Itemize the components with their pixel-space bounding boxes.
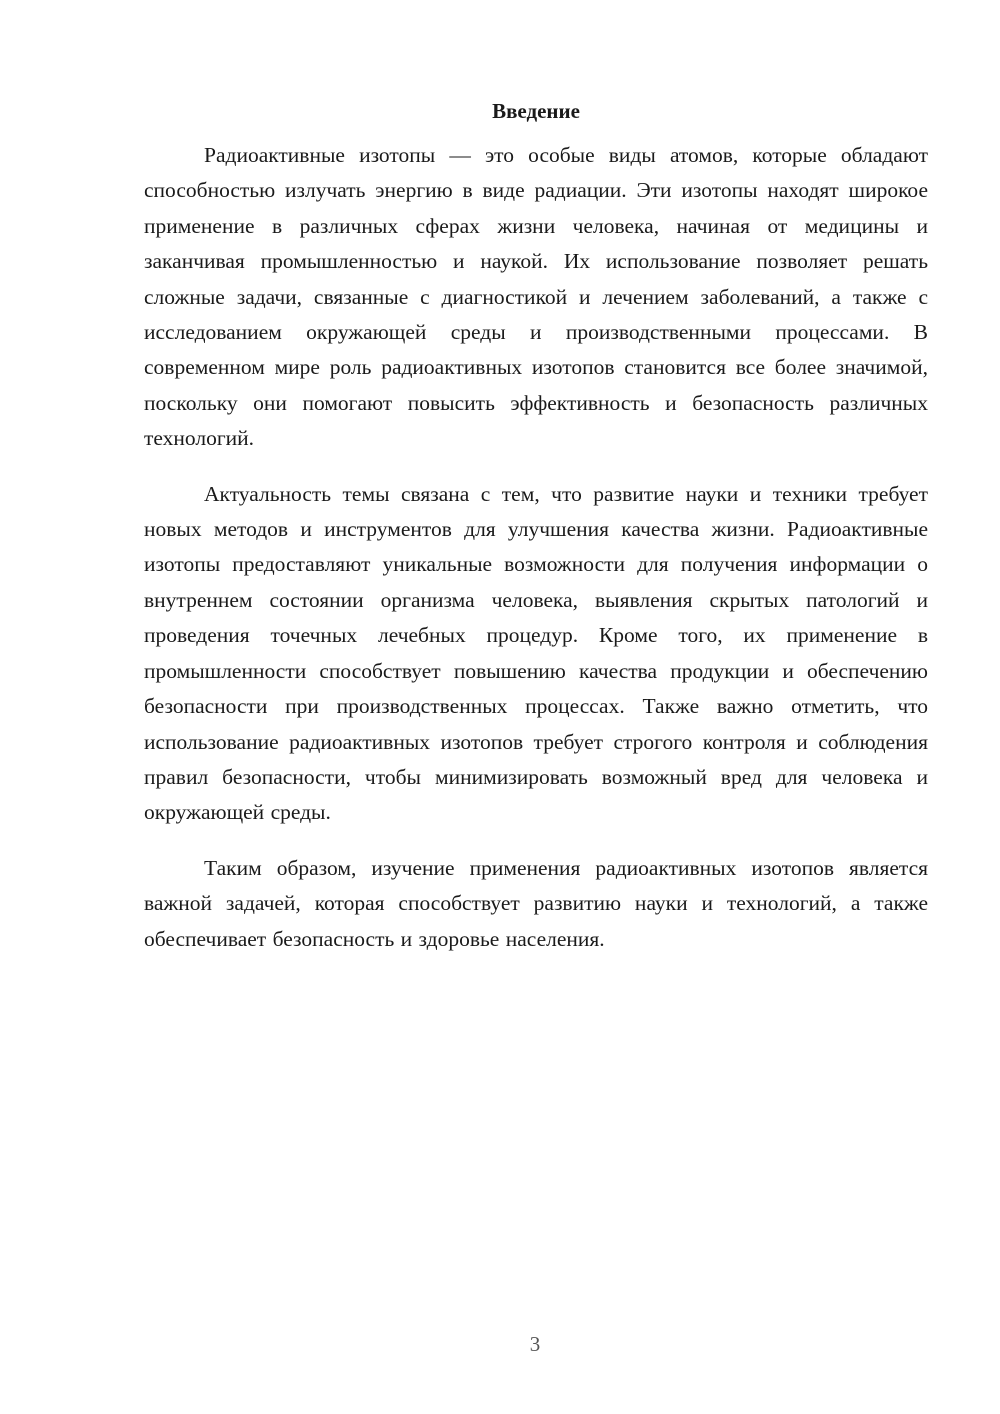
- page-content: [144, 96, 928, 977]
- paragraph-intro: Радиоактивные изотопы — это особые виды атомов, которые обладают способностью излучать энергию в виде радиации. Эти изотопы находят широкое применение в различных сферах жизни человека, начиная от медицины и заканчивая промышленностью и наукой. Их использование позволяет решать сложные задачи, связанные с диагностикой и лечением заболеваний, а также с исследованием окружающей среды и производственными процессами. В современном мире роль радиоактивных изотопов становится все более значимой, поскольку они помогают повысить эффективность и безопасность различных технологий.: [144, 143, 928, 451]
- paragraph-relevance: Актуальность темы связана с тем, что развитие науки и техники требует новых методов и инструментов для улучшения качества жизни. Радиоактивные изотопы предоставляют уникальные возможности для получения информации о внутреннем состоянии организма человека, выявления скрытых патологий и проведения точечных лечебных процедур. Кроме того, их применение в промышленности способствует повышению качества продукции и обеспечению безопасности при производственных процессах. Также важно отметить, что использование радиоактивных изотопов требует строгого контроля и соблюдения правил безопасности, чтобы минимизировать возможный вред для человека и окружающей среды.: [144, 481, 928, 825]
- page-number: 3: [529, 1332, 541, 1356]
- section-heading: Введение: [492, 99, 580, 123]
- paragraph-conclusion: Таким образом, изучение применения радиоактивных изотопов является важной задачей, которая способствует развитию науки и технологий, а также обеспечивает безопасность и здоровье населения.: [144, 855, 928, 951]
